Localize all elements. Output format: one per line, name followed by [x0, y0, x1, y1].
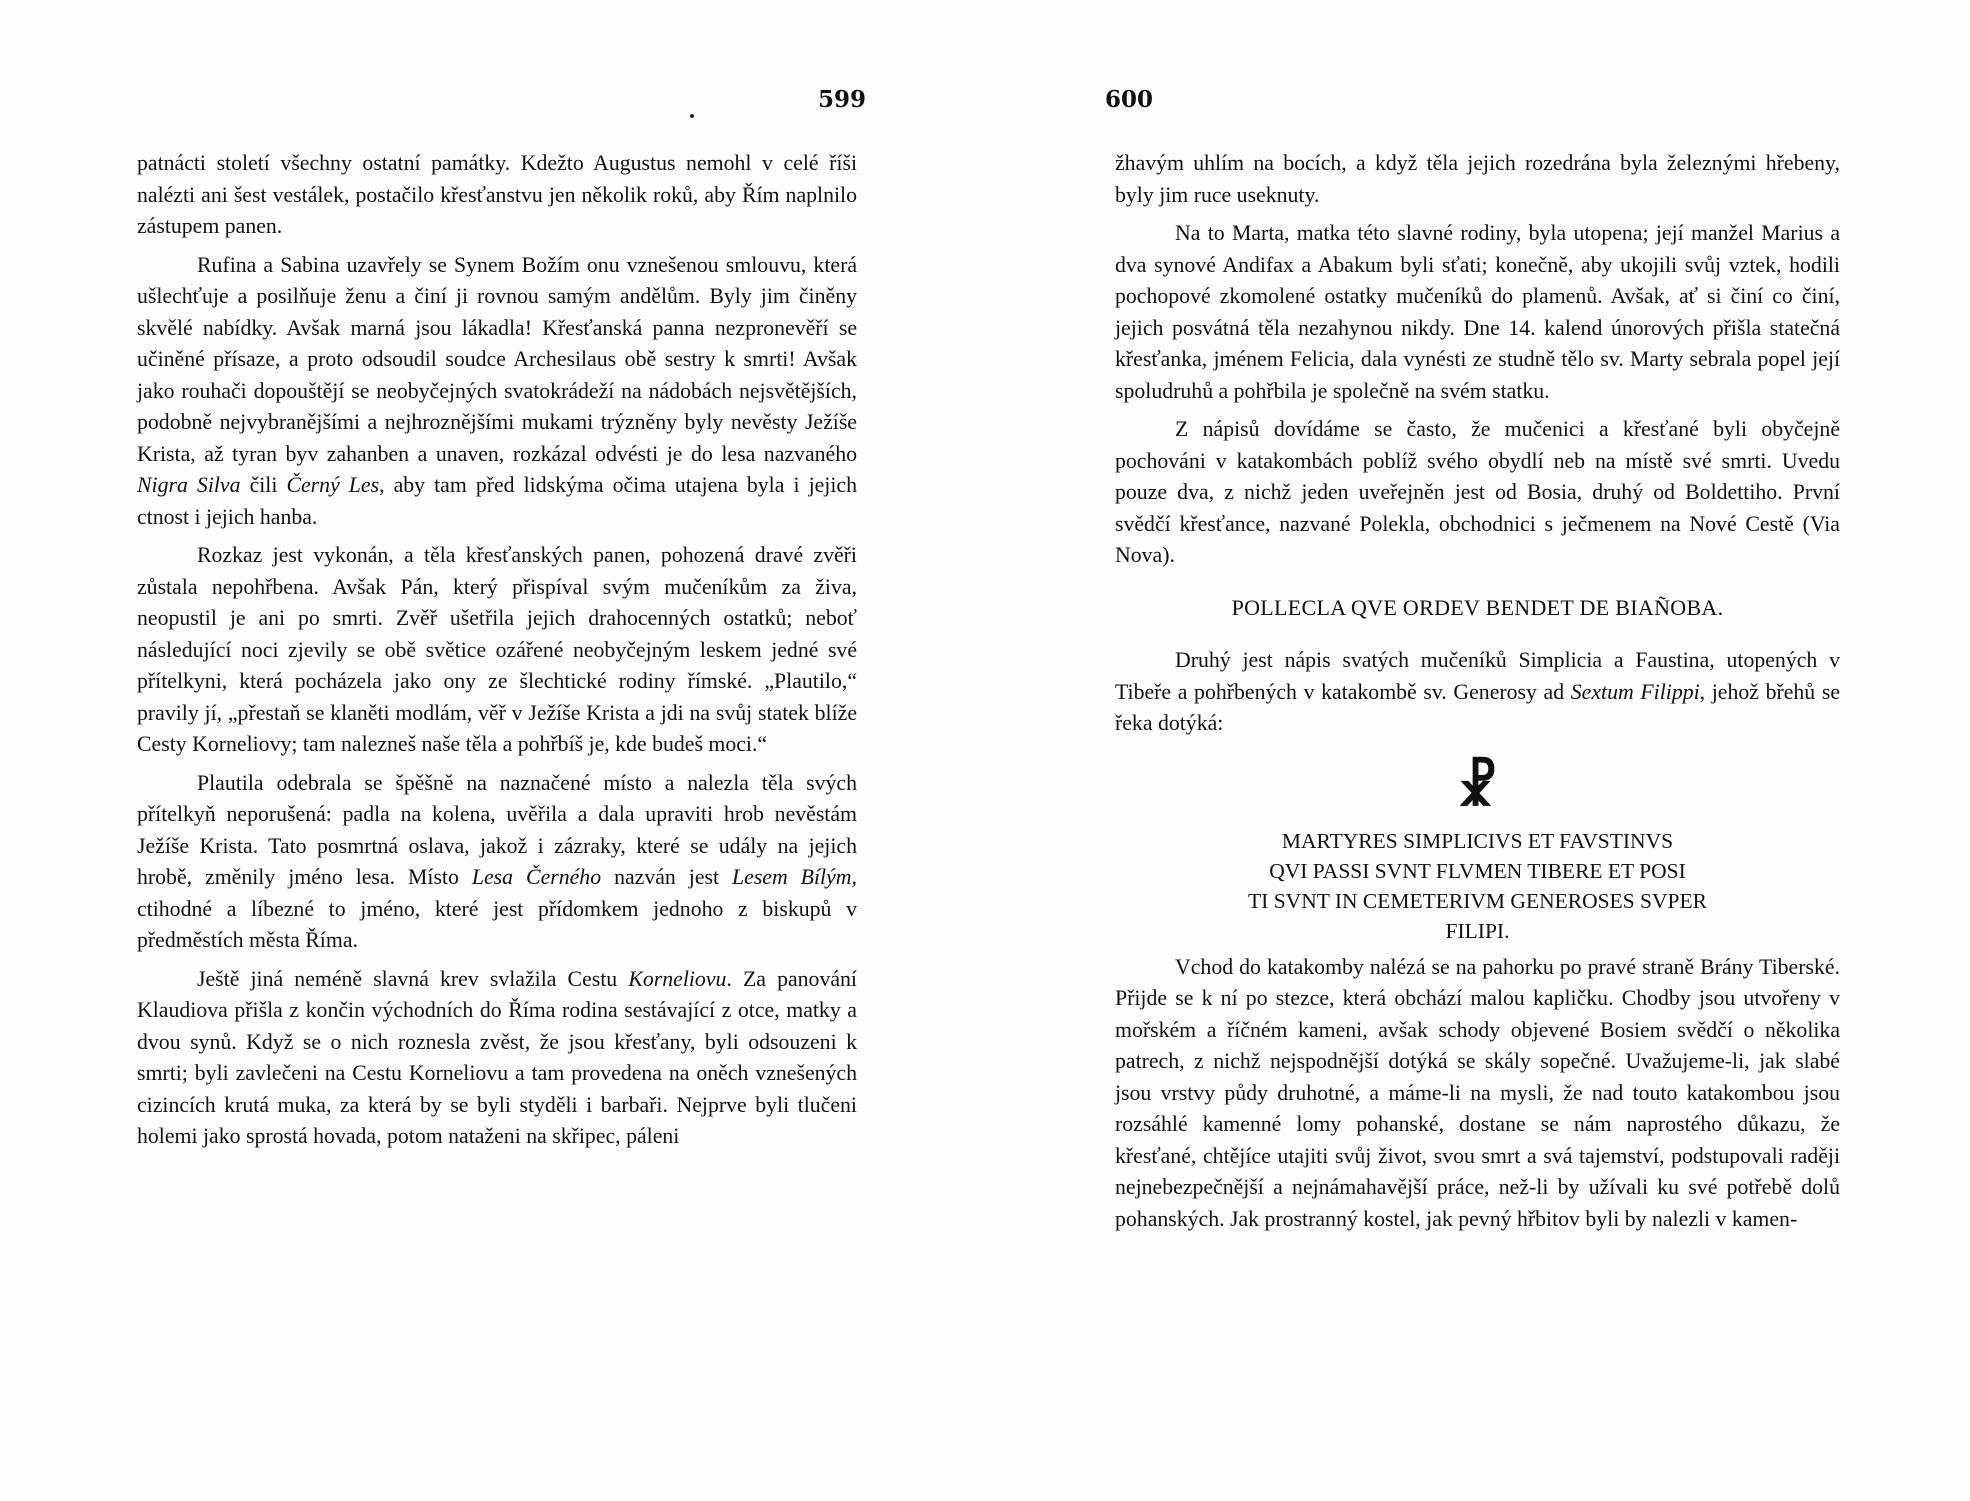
- inscription-line: MARTYRES SIMPLICIVS ET FAVSTINVS: [1281, 828, 1674, 853]
- inscription-line: TI SVNT IN CEMETERIVM GENEROSES SVPER: [1248, 888, 1707, 913]
- paragraph: Druhý jest nápis svatých mučeníků Simplicia a Faustina, utopených v Tibeře a pohřbených v katakombě sv. Generosy ad Sextum Filippi, jehož břehů se řeka dotýká:: [1115, 648, 1840, 735]
- inscription-line: FILIPI.: [1445, 918, 1510, 943]
- printer-mark: [690, 114, 694, 118]
- chi-rho-icon: ☧: [1457, 756, 1498, 818]
- page-number-right: 600: [1105, 86, 1154, 113]
- paragraph: Na to Marta, matka této slavné rodiny, byla utopena; její manžel Marius a dva synové Andifax a Abakum byli sťati; konečně, aby ukojili svůj vztek, hodili pochopové zkomolené ostatky mučeníků do plamenů. Avšak, ať si činí co činí, jejich posvátná těla nezahynou nikdy. Dne 14. kalend únorových přišla statečná křesťanka, jménem Felicia, dala vynésti ze studně tělo sv. Marty sebrala popel její spoludruhů a pohřbila je společně na svém statku.: [1115, 221, 1840, 403]
- paragraph: Z nápisů dovídáme se často, že mučenici a křesťané byli obyčejně pochováni v katakombách poblíž svého obydlí neb na místě své smrti. Uvedu pouze dva, z nichž jeden uveřejněn jest od Bosia, druhý od Boldettiho. První svědčí křesťance, nazvané Polekla, obchodnici s ječmenem na Nové Cestě (Via Nova).: [1115, 417, 1840, 567]
- page-number-left: 599: [818, 86, 867, 113]
- paragraph: Vchod do katakomby nalézá se na pahorku po pravé straně Brány Tiberské. Přijde se k ní po stezce, která obchází malou kapličku. Chodby jsou utvořeny v mořském a říčném kameni, avšak schody objevené Bosiem svědčí o několika patrech, z nichž nejspodnější dotýká se skály sopečné. Uvažujeme-li, jak slabé jsou vrstvy půdy druhotné, a máme-li na mysli, že nad touto katakombou jsou rozsáhlé kamenné lomy pohanské, dostane se nám naprostého důkazu, že křesťané, chtějíce utajiti svůj život, svou smrt a svá tajemství, podstupovali raději nejnebezpečnější a nejnámahavější práce, než-li by užívali ku své potřebě dolů pohanských. Jak prostranný kostel, jak pevný hřbitov byli by nalezli v kamen-: [1115, 954, 1840, 1231]
- inscription-text: [1115, 826, 1840, 946]
- inscription-line: QVI PASSI SVNT FLVMEN TIBERE ET POSI: [1269, 858, 1686, 883]
- inscription-heading: POLLECLA QVE ORDEV BENDET DE BIAÑOBA.: [1231, 594, 1724, 620]
- left-page-text: [137, 148, 857, 1153]
- right-page-text: [1115, 148, 1840, 1235]
- paragraph: patnácti století všechny ostatní památky. Kdežto Augustus nemohl v celé říši nalézti ani šest vestálek, postačilo křesťanstvu jen několik roků, aby Řím naplnilo zástupem panen.: [137, 151, 857, 238]
- paragraph: Rufina a Sabina uzavřely se Synem Božím onu vznešenou smlouvu, která ušlechťuje a posilňuje ženu a činí ji rovnou samým andělům. Byly jim činěny skvělé nabídky. Avšak marná jsou lákadla! Křesťanská panna nezpronevěří se učiněné přísaze, a proto odsoudil soudce Archesilaus obě sestry k smrti! Avšak jako rouhači dopouštějí se neobyčejných svatokrádeží na nádobách nejsvětějších, podobně nejvybranějšími a nejhroznějšími mukami trýzněny byly nevěsty Ježíše Krista, až tyran byv zahanben a unaven, rozkázal odvésti je do lesa nazvaného Nigra Silva čili Černý Les, aby tam před lidskýma očima utajena byla i jejich ctnost i jejich hanba.: [137, 252, 857, 529]
- paragraph: Plautila odebrala se špěšně na naznačené místo a nalezla těla svých přítelkyň neporušená: padla na kolena, uvěřila a dala upraviti hrob nevěstám Ježíše Krista. Tato posmrtná oslava, jakož i zázraky, které se udály na jejich hrobě, změnily jméno lesa. Místo Lesa Černého nazván jest Lesem Bílým, ctihodné a líbezné to jméno, které jest přídomkem jednoho z biskupů v předměstích města Říma.: [137, 770, 857, 952]
- paragraph: Ještě jiná neméně slavná krev svlažila Cestu Korneliovu. Za panování Klaudiova přišla z končin východních do Říma rodina sestávající z otce, matky a dvou synů. Když se o nich roznesla zvěst, že jsou křesťany, byli odsouzeni k smrti; byli zavlečeni na Cestu Korneliovu a tam provedena na oněch vznešených cizincích krutá muka, za která by se byli styděli i barbaři. Nejprve byli tlučeni holemi jako sprostá hovada, potom nataženi na skřipec, páleni: [137, 966, 857, 1148]
- paragraph: žhavým uhlím na bocích, a když těla jejich rozedrána byla železnými hřebeny, byly jim ruce useknuty.: [1115, 151, 1840, 207]
- paragraph: Rozkaz jest vykonán, a těla křesťanských panen, pohozená dravé zvěři zůstala nepohřbena. Avšak Pán, který přispíval svým mučeníkům za živa, neopustil je ani po smrti. Zvěř ušetřila jejich drahocenných ostatků; neboť následující noci zjevily se obě světice ozářené neobyčejným leskem jedné své přítelkyni, která pocházela jako ony ze šlechtické rodiny římské. „Plautilo,“ pravily jí, „přestaň se klaněti modlám, věř v Ježíše Krista a jdi na svůj statek blíže Cesty Korneliovy; tam nalezneš naše těla a pohřbíš je, kde budeš moci.“: [137, 543, 857, 756]
- right-page: [985, 0, 1970, 1501]
